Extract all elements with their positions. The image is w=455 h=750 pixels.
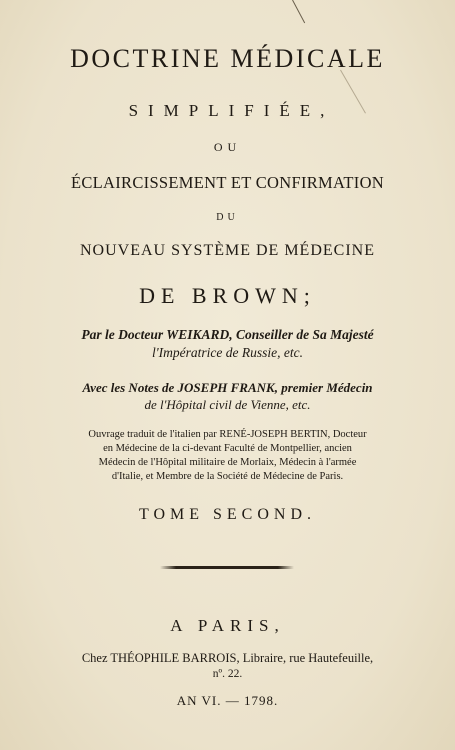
translation-line: en Médecine de la ci-devant Faculté de Montpellier, ancien xyxy=(103,443,352,454)
book-title: DOCTRINE MÉDICALE xyxy=(70,44,385,73)
notes-line: Avec les Notes de JOSEPH FRANK, premier Médecin xyxy=(82,380,373,395)
author-line: Par le Docteur WEIKARD, Conseiller de Sa Majesté xyxy=(81,327,374,342)
paper-crease xyxy=(292,0,305,23)
author-line: l'Impératrice de Russie, etc. xyxy=(152,345,303,360)
volume-label: TOME SECOND. xyxy=(138,506,317,523)
translation-line: d'Italie, et Membre de la Société de Médecine de Paris. xyxy=(111,471,344,482)
notes-line: de l'Hôpital civil de Vienne, etc. xyxy=(144,397,311,412)
conjunction-du: DU xyxy=(216,212,239,223)
imprint-publisher: Chez THÉOPHILE BARROIS, Libraire, rue Hautefeuille, xyxy=(81,651,374,665)
imprint-address-number: nº. 22. xyxy=(212,668,243,680)
title-de-brown: DE BROWN; xyxy=(139,283,316,308)
imprint-date: AN VI. — 1798. xyxy=(176,693,279,708)
title-clarification: ÉCLAIRCISSEMENT ET CONFIRMATION xyxy=(70,173,385,192)
decorative-rule xyxy=(160,566,294,569)
book-subtitle: SIMPLIFIÉE, xyxy=(128,101,335,120)
translation-line: Médecin de l'Hôpital militaire de Morlaix, Médecin à l'armée xyxy=(98,457,357,468)
imprint-city: A PARIS, xyxy=(170,616,285,635)
translation-line: Ouvrage traduit de l'italien par RENÉ-JOSEPH BERTIN, Docteur xyxy=(88,429,367,440)
conjunction-ou: OU xyxy=(213,140,242,154)
title-new-system: NOUVEAU SYSTÈME DE MÉDECINE xyxy=(80,242,375,259)
